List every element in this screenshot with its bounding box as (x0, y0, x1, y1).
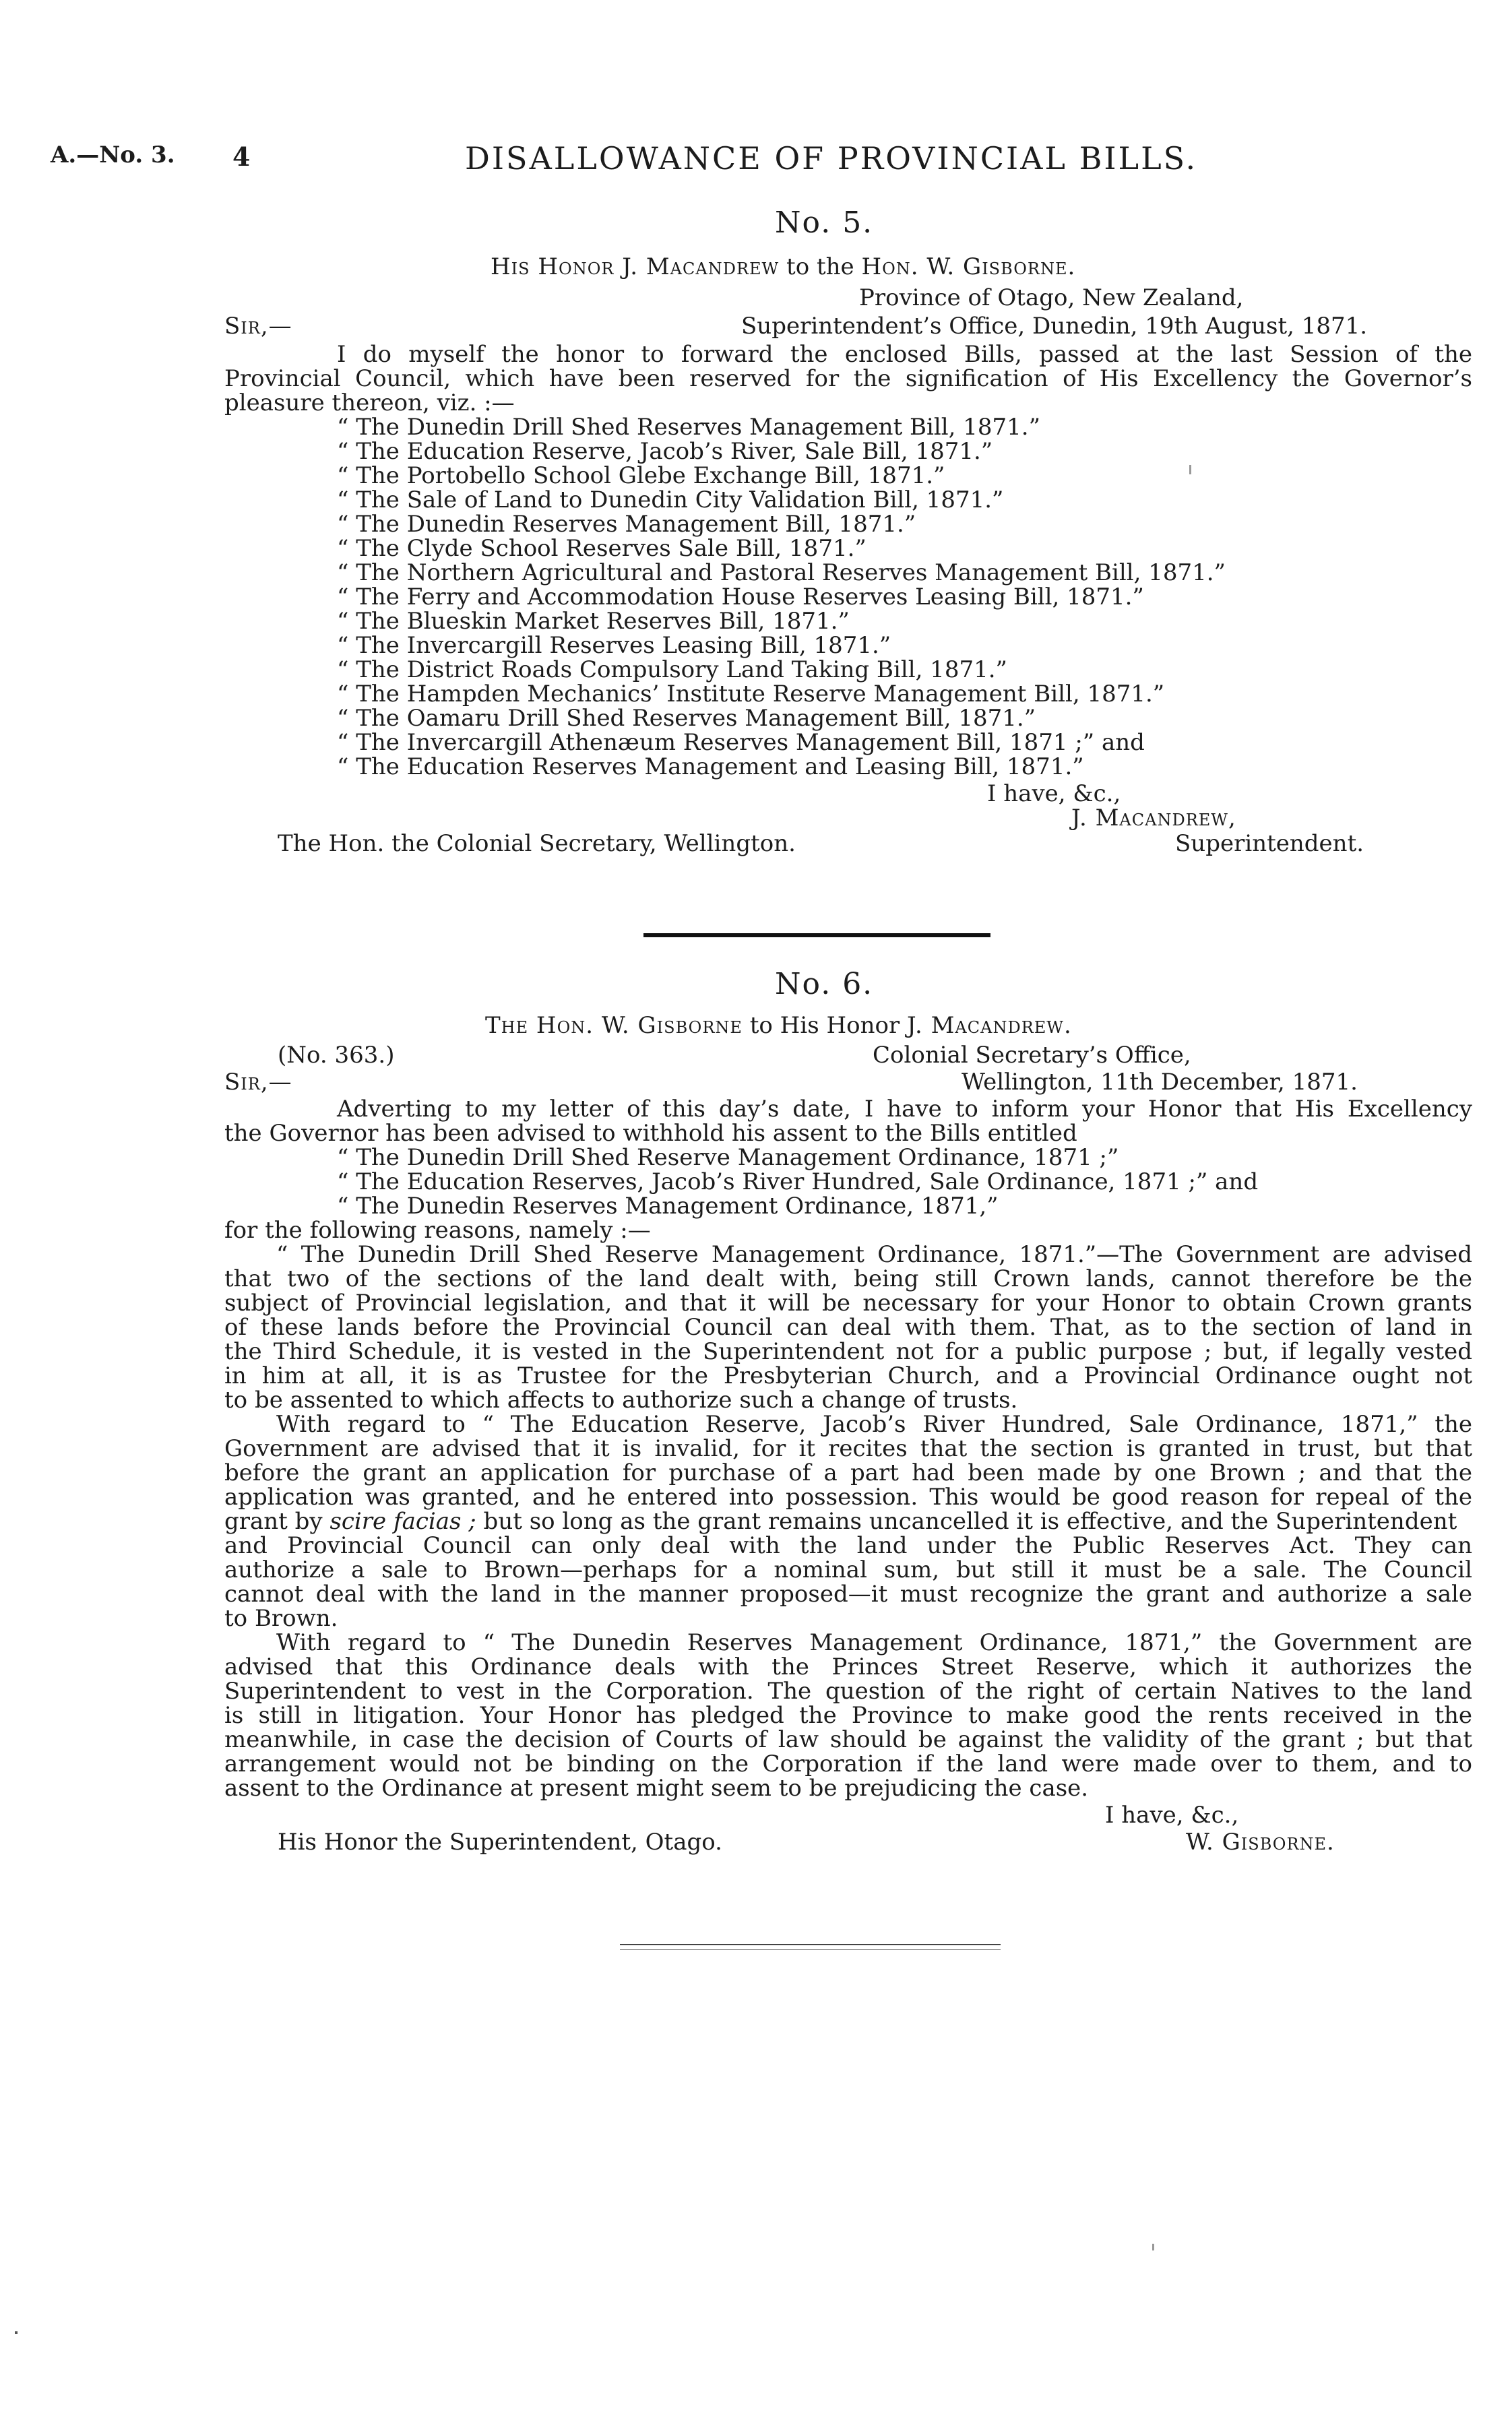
line-segment: but so long as the grant remains uncancelled it is effective, and the Superintendent (476, 1508, 1457, 1535)
bill-item: “ The Clyde School Reserves Sale Bill, 1871.” (337, 535, 867, 562)
page-title: DISALLOWANCE OF PROVINCIAL BILLS. (465, 140, 1198, 177)
paragraph-line: of these lands before the Provincial Council can deal with them. That, as to the section of land in (224, 1314, 1472, 1341)
reasons-intro: for the following reasons, namely :— (224, 1217, 651, 1244)
letter-6-connector: to His Honor (742, 1012, 908, 1039)
letter-5-para-line: Provincial Council, which have been reserved for the signification of His Excellency the Governor’s (224, 365, 1472, 392)
letter-5-signature: J. Macandrew, (1071, 805, 1236, 831)
document-reference: A.—No. 3. (51, 141, 175, 168)
paragraph-line: cannot deal with the land in the manner proposed—it must recognize the grant and authorize a sale (224, 1581, 1472, 1608)
bill-item: “ The Ferry and Accommodation House Reserves Leasing Bill, 1871.” (337, 584, 1144, 610)
bill-item: “ The Dunedin Reserves Management Ordinance, 1871,” (337, 1193, 999, 1220)
letter-6-parties (485, 1013, 1072, 1038)
paragraph-line: application was granted, and he entered into possession. This would be good reason for repeal of the (224, 1484, 1472, 1511)
letter-5-salutation: Sir,— (224, 313, 292, 340)
letter-6-date: Wellington, 11th December, 1871. (962, 1069, 1358, 1096)
latin-term: scire facias ; (329, 1508, 476, 1535)
paragraph-line: advised that this Ordinance deals with the Princes Street Reserve, which it authorizes the (224, 1653, 1472, 1680)
paragraph-line: the Third Schedule, it is vested in the Superintendent not for a public purpose ; but, if legally vested (224, 1338, 1472, 1365)
letter-5-heading: No. 5. (775, 206, 874, 240)
paragraph-line: before the grant an application for purchase of a part had been made by one Brown ; and that the (224, 1459, 1472, 1486)
letter-6-office: Colonial Secretary’s Office, (873, 1042, 1191, 1069)
paragraph-line (224, 1509, 1472, 1534)
scan-speck (1189, 465, 1191, 474)
letter-5-parties (491, 255, 1075, 279)
paragraph-line: “ The Dunedin Drill Shed Reserve Management Ordinance, 1871.”—The Government are advised (276, 1241, 1472, 1268)
page-number: 4 (232, 141, 251, 172)
bill-item: “ The Dunedin Drill Shed Reserves Management Bill, 1871.” (337, 414, 1040, 441)
letter-6-heading: No. 6. (775, 967, 874, 1001)
paragraph-line: With regard to “ The Dunedin Reserves Management Ordinance, 1871,” the Government are (276, 1629, 1472, 1656)
paragraph-line: and Provincial Council can only deal with the land under the Public Reserves Act. They can (224, 1532, 1472, 1559)
bill-item: “ The Blueskin Market Reserves Bill, 1871.” (337, 608, 850, 635)
bill-item: “ The Invercargill Reserves Leasing Bill, 1871.” (337, 632, 891, 659)
letter-6-signature: W. Gisborne. (1186, 1829, 1335, 1856)
letter-5-closing: I have, &c., (987, 780, 1121, 807)
scan-speck (1152, 2244, 1154, 2250)
paragraph-line: Government are advised that it is invalid, for it recites that the section is granted in trust, but that (224, 1435, 1472, 1462)
bill-item: “ The Education Reserves Management and Leasing Bill, 1871.” (337, 753, 1084, 780)
paragraph-line: authorize a sale to Brown—perhaps for a nominal sum, but still it must be a sale. The Council (224, 1556, 1472, 1583)
bill-item: “ The District Roads Compulsory Land Taking Bill, 1871.” (337, 656, 1007, 683)
scan-speck (15, 2331, 18, 2334)
letter-5-connector: to the (779, 253, 862, 280)
bill-item: “ The Oamaru Drill Shed Reserves Management Bill, 1871.” (337, 705, 1036, 732)
paragraph-line: assent to the Ordinance at present might seem to be prejudicing the case. (224, 1775, 1089, 1802)
letter-6-addressee: His Honor the Superintendent, Otago. (278, 1829, 722, 1856)
bill-item: “ The Sale of Land to Dunedin City Validation Bill, 1871.” (337, 486, 1004, 513)
paragraph-line: that two of the sections of the land dealt with, being still Crown lands, cannot therefore be the (224, 1265, 1472, 1292)
bill-item: “ The Education Reserve, Jacob’s River, Sale Bill, 1871.” (337, 438, 993, 465)
letter-6-to: J. Macandrew. (907, 1012, 1072, 1039)
letter-5-office-date: Superintendent’s Office, Dunedin, 19th August, 1871. (741, 313, 1368, 340)
letter-5-place: Province of Otago, New Zealand, (859, 284, 1244, 311)
paragraph-line: meanwhile, in case the decision of Courts of law should be against the validity of the grant ; but that (224, 1726, 1472, 1753)
letter-6-intro-line: Adverting to my letter of this day’s date, I have to inform your Honor that His Excellency (337, 1096, 1472, 1123)
bill-item: “ The Dunedin Reserves Management Bill, 1871.” (337, 511, 916, 538)
letter-6-from: The Hon. W. Gisborne (485, 1012, 743, 1039)
bill-item: “ The Education Reserves, Jacob’s River Hundred, Sale Ordinance, 1871 ;” and (337, 1168, 1259, 1195)
paragraph-line: arrangement would not be binding on the Corporation if the land were made over to them, and to (224, 1751, 1472, 1777)
letter-5-to: Hon. W. Gisborne. (861, 253, 1076, 280)
letter-6-salutation: Sir,— (224, 1069, 292, 1096)
section-divider (643, 933, 990, 937)
paragraph-line: to be assented to which affects to authorize such a change of trusts. (224, 1387, 1018, 1414)
bill-item: “ The Northern Agricultural and Pastoral Reserves Management Bill, 1871.” (337, 559, 1226, 586)
end-rule (620, 1949, 1001, 1950)
letter-6-closing: I have, &c., (1105, 1802, 1239, 1829)
paragraph-line: in him at all, it is as Trustee for the Presbyterian Church, and a Provincial Ordinance ought not (224, 1362, 1472, 1389)
letter-5-from: His Honor J. Macandrew (491, 253, 780, 280)
bill-item: “ The Portobello School Glebe Exchange Bill, 1871.” (337, 462, 945, 489)
letter-5-para-line: pleasure thereon, viz. :— (224, 389, 515, 416)
bill-item: “ The Hampden Mechanics’ Institute Reserve Management Bill, 1871.” (337, 681, 1165, 707)
paragraph-line: With regard to “ The Education Reserve, Jacob’s River Hundred, Sale Ordinance, 1871,” the (276, 1411, 1472, 1438)
paragraph-line: to Brown. (224, 1605, 338, 1632)
paragraph-line: subject of Provincial legislation, and that it will be necessary for your Honor to obtain Crown grants (224, 1290, 1472, 1317)
letter-6-number: (No. 363.) (278, 1042, 395, 1069)
letter-6-intro-line: the Governor has been advised to withhold his assent to the Bills entitled (224, 1120, 1077, 1147)
line-segment: grant by (224, 1508, 330, 1535)
letter-5-addressee: The Hon. the Colonial Secretary, Wellington. (278, 830, 796, 857)
end-rule (620, 1944, 1001, 1945)
paragraph-line: Superintendent to vest in the Corporation. The question of the right of certain Natives to the land (224, 1678, 1472, 1705)
paragraph-line: is still in litigation. Your Honor has pledged the Province to make good the rents received in the (224, 1702, 1472, 1729)
letter-5-sign-title: Superintendent. (1175, 830, 1364, 857)
bill-item: “ The Dunedin Drill Shed Reserve Management Ordinance, 1871 ;” (337, 1144, 1119, 1171)
letter-5-para-line: I do myself the honor to forward the enclosed Bills, passed at the last Session of the (337, 341, 1472, 368)
bill-item: “ The Invercargill Athenæum Reserves Management Bill, 1871 ;” and (337, 729, 1145, 756)
